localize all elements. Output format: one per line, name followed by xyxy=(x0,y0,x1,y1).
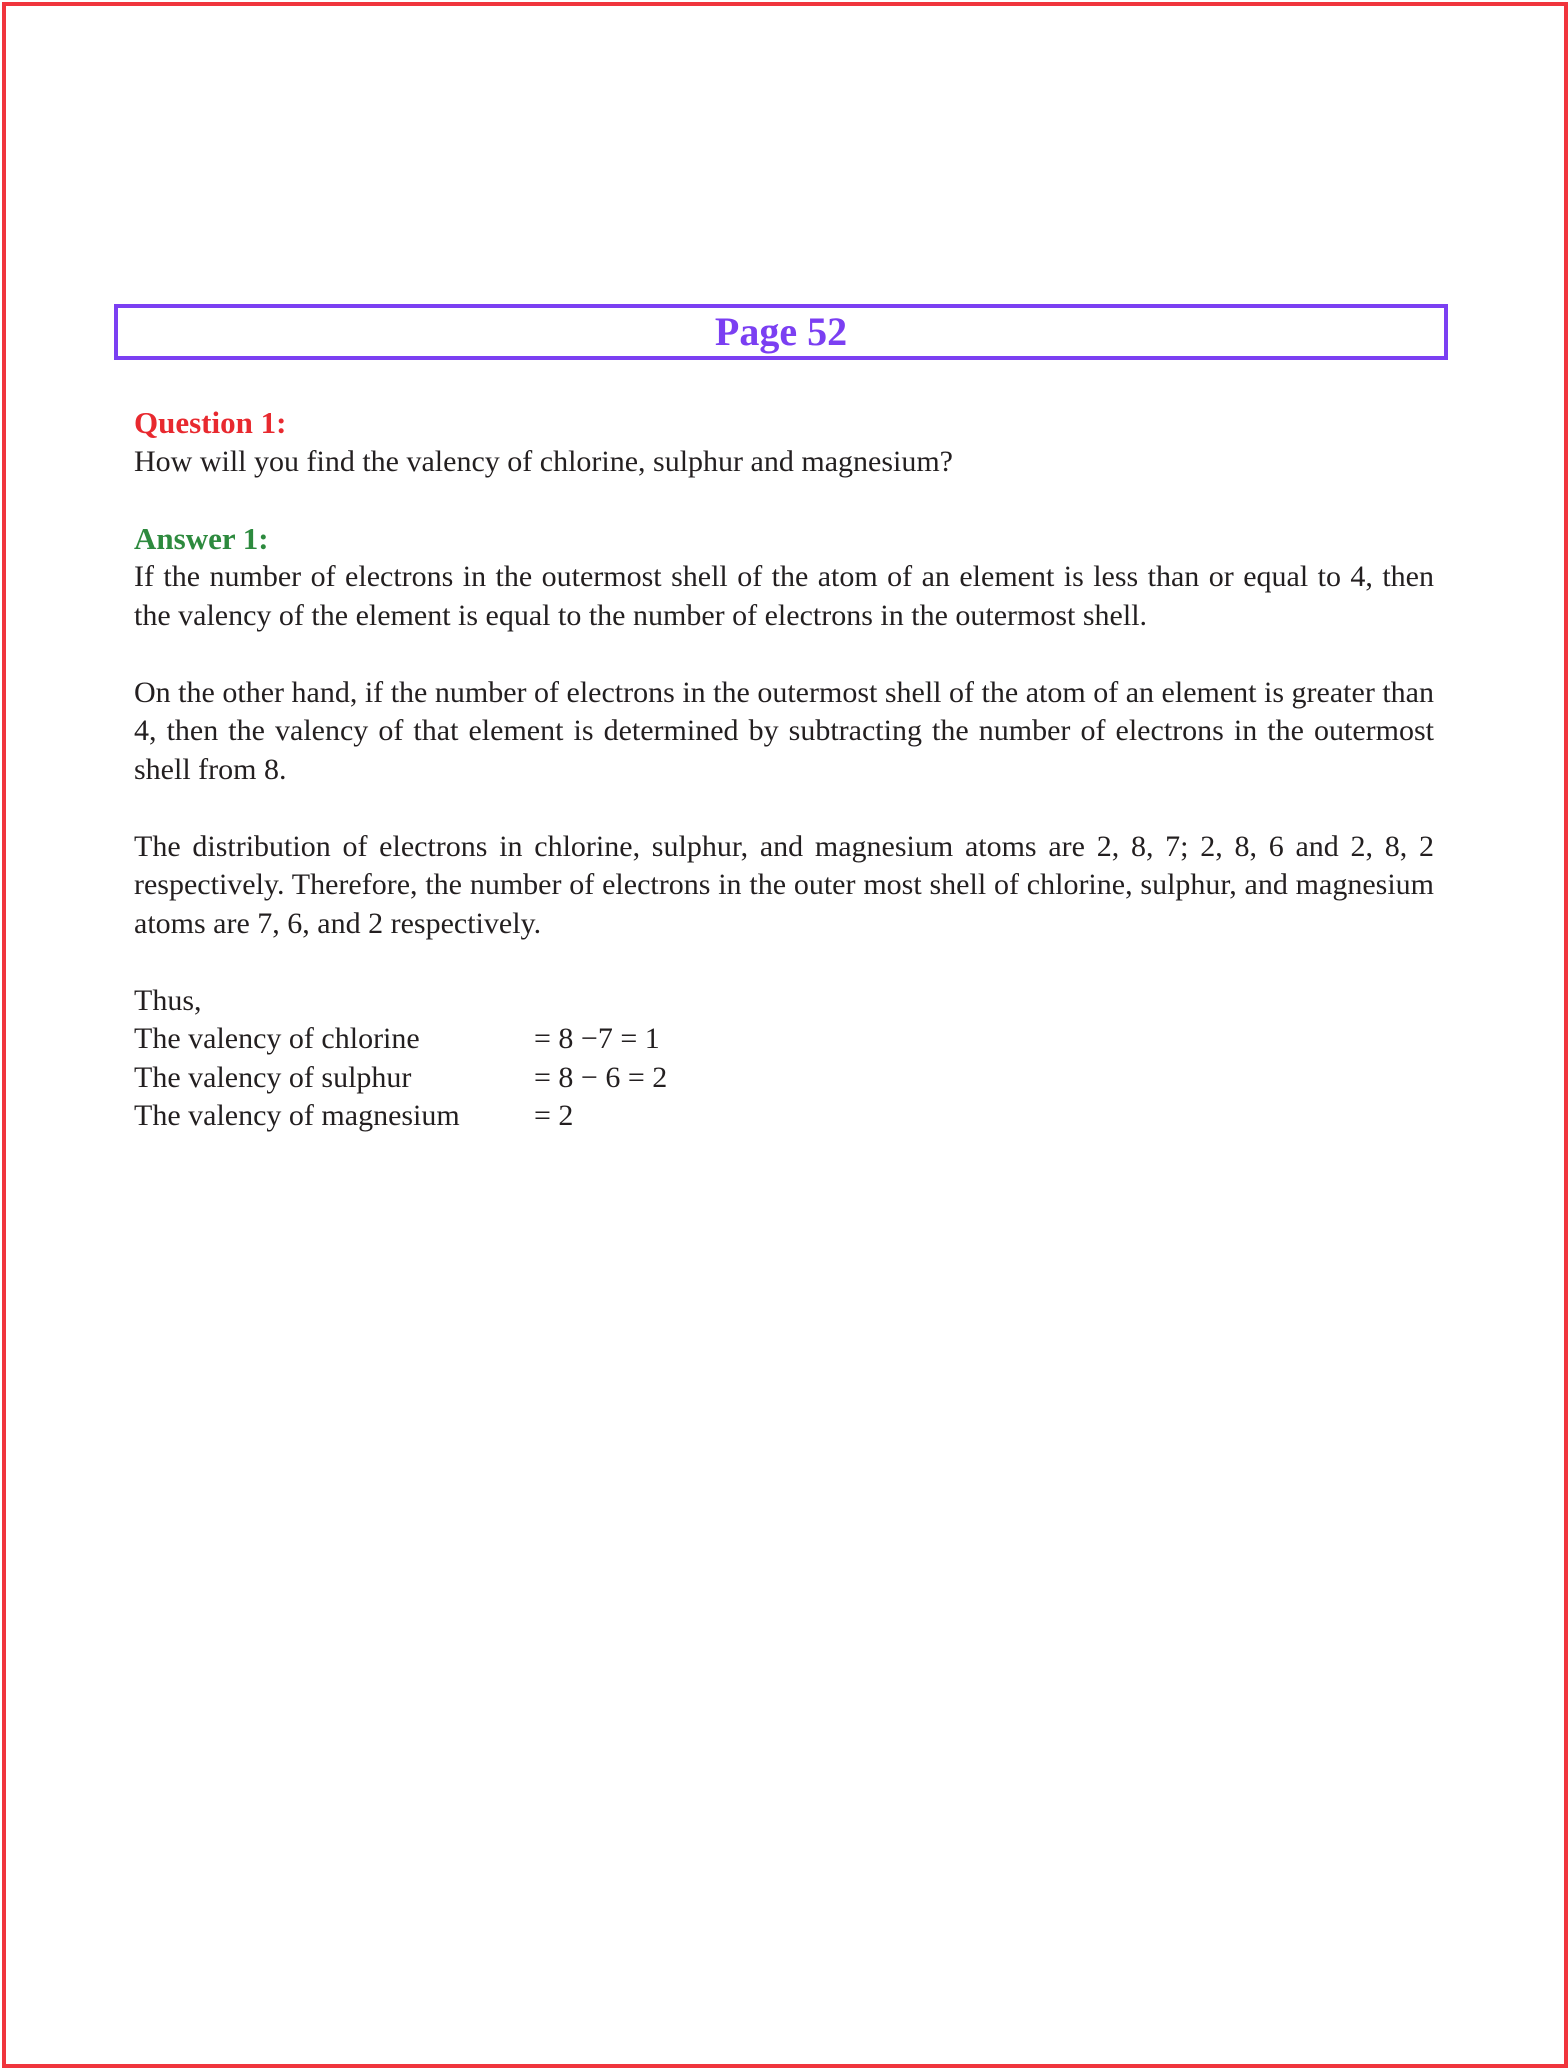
spacer xyxy=(134,943,1434,982)
valency-label: The valency of chlorine xyxy=(134,1022,420,1055)
answer-paragraph: The distribution of electrons in chlorine, sulphur, and magnesium atoms are 2, 8, 7; 2, 8, 6 and 2, 8, 2 respectively. Therefore, the number of electrons in the outer most shell of chlorine, sulphur, and magnesium atoms are 7, 6, and 2 respectively. xyxy=(134,829,1434,940)
page-content xyxy=(134,404,1434,1136)
thus-text: Thus, xyxy=(134,983,202,1017)
spacer xyxy=(134,481,1434,520)
question-text: How will you find the valency of chlorine, sulphur and magnesium? xyxy=(134,444,953,478)
valency-value: = 2 xyxy=(534,1099,574,1132)
valency-row-sulphur xyxy=(134,1059,1434,1098)
page-header-box xyxy=(114,304,1448,360)
valency-row-magnesium xyxy=(134,1097,1434,1136)
spacer xyxy=(134,789,1434,828)
answer-paragraph: On the other hand, if the number of electrons in the outermost shell of the atom of an element is greater than 4, then the valency of that element is determined by subtracting the number of electrons in the outermost shell from 8. xyxy=(134,675,1434,786)
answer-label: Answer 1: xyxy=(134,520,269,556)
valency-label: The valency of sulphur xyxy=(134,1060,412,1094)
page-title: Page 52 xyxy=(714,309,848,354)
spacer xyxy=(134,635,1434,674)
valency-value: = 8 −7 = 1 xyxy=(534,1022,660,1055)
valency-row-chlorine xyxy=(134,1020,1434,1059)
answer-paragraph: If the number of electrons in the outermost shell of the atom of an element is less than or equal to 4, then the valency of the element is equal to the number of electrons in the outermost shell. xyxy=(134,560,1434,632)
valency-value: = 8 − 6 = 2 xyxy=(534,1060,668,1094)
valency-label: The valency of magnesium xyxy=(134,1099,460,1132)
question-label: Question 1: xyxy=(134,405,287,440)
